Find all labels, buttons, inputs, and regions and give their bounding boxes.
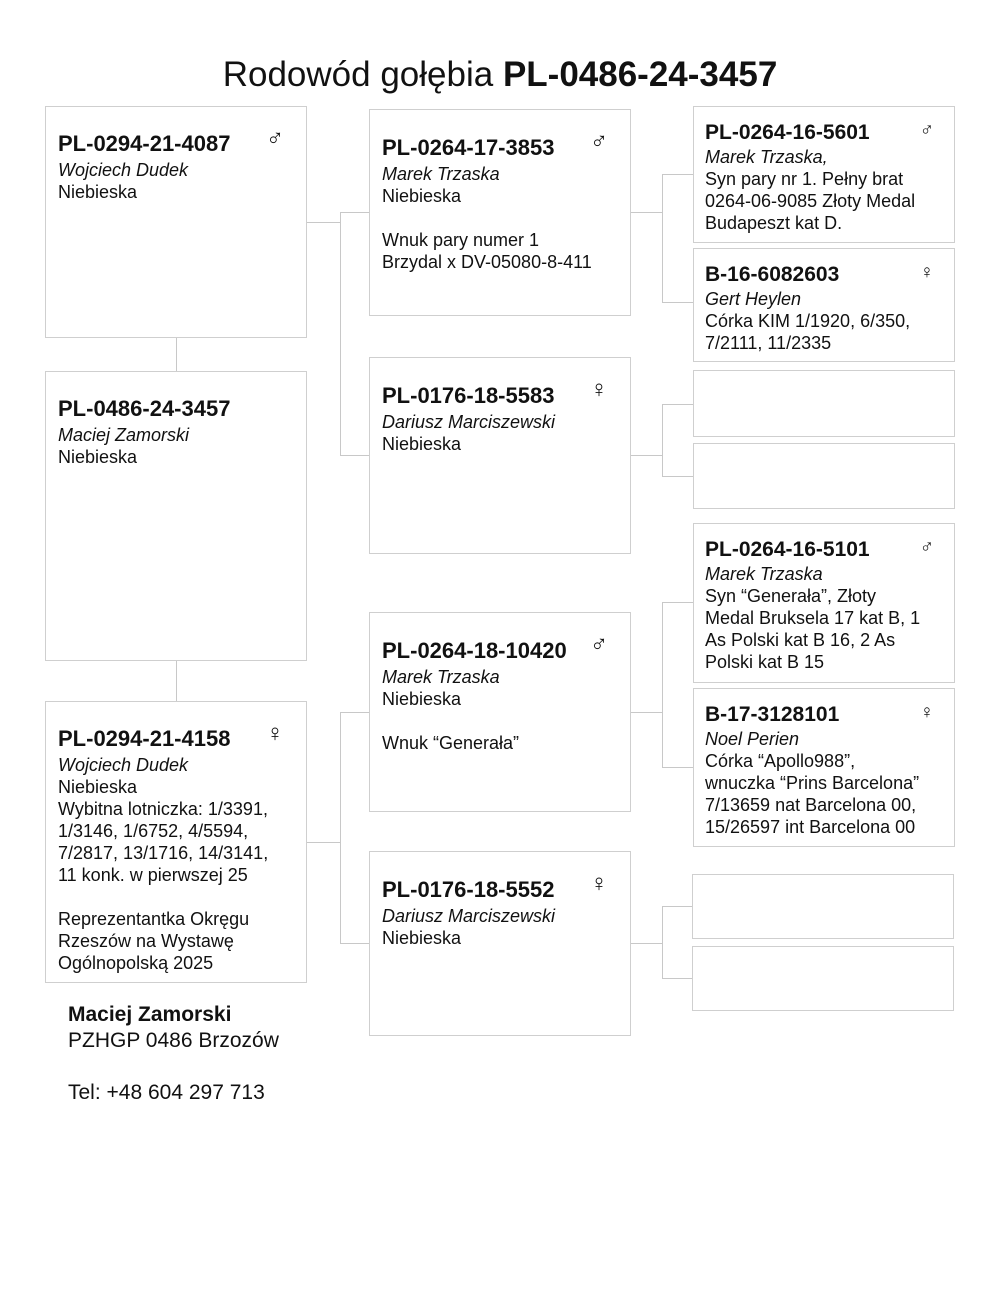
dam-exhibition: Reprezentantka Okręgu Rzeszów na Wystawę Ogólnopolską 2025: [58, 909, 250, 973]
sire-sire-note: Wnuk pary numer 1 Brzydal x DV-05080-8-411: [382, 230, 592, 272]
dam-sire-card: [369, 612, 631, 812]
ss-sire-note: Syn pary nr 1. Pełny brat 0264-06-9085 Złoty Medal Budapeszt kat D.: [705, 169, 916, 233]
breeder-info: [68, 1002, 279, 1106]
connector-line: [340, 212, 341, 456]
ss-sire-ring: PL-0264-16-5601: [705, 121, 870, 144]
subject-card: [45, 371, 307, 661]
sire-sire-owner: Marek Trzaska: [382, 164, 500, 184]
connector-line: [662, 978, 693, 979]
ds-dam-card: [693, 688, 955, 847]
connector-line: [176, 660, 177, 701]
dam-ring: PL-0294-21-4158: [58, 726, 231, 751]
dam-sire-owner: Marek Trzaska: [382, 667, 500, 687]
connector-line: [662, 302, 693, 303]
ss-sire-card: [693, 106, 955, 243]
ds-dam-ring: B-17-3128101: [705, 703, 840, 726]
dam-color: Niebieska: [58, 777, 138, 797]
male-symbol-icon: ♂: [919, 120, 934, 141]
ds-dam-owner: Noel Perien: [705, 729, 800, 749]
subject-ring: PL-0486-24-3457: [58, 396, 231, 421]
connector-line: [662, 602, 663, 768]
sire-dam-color: Niebieska: [382, 434, 462, 454]
dam-sire-ring: PL-0264-18-10420: [382, 638, 567, 663]
connector-line: [630, 212, 663, 213]
ds-sire-ring: PL-0264-16-5101: [705, 538, 870, 561]
page-title: [0, 55, 1000, 95]
ds-sire-card: [693, 523, 955, 683]
dam-dam-card: [369, 851, 631, 1036]
sire-sire-ring: PL-0264-17-3853: [382, 135, 555, 160]
dam-sire-color: Niebieska: [382, 689, 462, 709]
sd-sire-card-empty: [693, 370, 955, 437]
connector-line: [662, 404, 693, 405]
connector-line: [662, 476, 693, 477]
title-ring: PL-0486-24-3457: [502, 55, 778, 94]
connector-line: [662, 174, 693, 175]
dd-sire-card-empty: [692, 874, 954, 939]
sire-dam-ring: PL-0176-18-5583: [382, 383, 555, 408]
breeder-name: Maciej Zamorski: [68, 1003, 232, 1026]
connector-line: [306, 842, 340, 843]
sire-ring: PL-0294-21-4087: [58, 131, 231, 156]
ss-dam-ring: B-16-6082603: [705, 263, 840, 286]
connector-line: [630, 712, 663, 713]
breeder-phone: Tel: +48 604 297 713: [68, 1081, 265, 1104]
subject-color: Niebieska: [58, 447, 138, 467]
connector-line: [340, 712, 370, 713]
connector-line: [630, 943, 663, 944]
connector-line: [662, 174, 663, 303]
ds-sire-note: Syn “Generała”, Złoty Medal Bruksela 17 kat B, 1 As Polski kat B 16, 2 As Polski kat B 15: [705, 586, 921, 672]
female-symbol-icon: ♀: [590, 376, 608, 403]
ss-sire-owner: Marek Trzaska,: [705, 147, 828, 167]
male-symbol-icon: ♂: [590, 128, 608, 155]
sire-dam-owner: Dariusz Marciszewski: [382, 412, 556, 432]
connector-line: [662, 906, 693, 907]
ds-sire-owner: Marek Trzaska: [705, 564, 823, 584]
dam-dam-color: Niebieska: [382, 928, 462, 948]
connector-line: [662, 906, 663, 979]
breeder-club: PZHGP 0486 Brzozów: [68, 1029, 279, 1052]
dd-dam-card-empty: [692, 946, 954, 1011]
connector-line: [176, 337, 177, 371]
ss-dam-card: [693, 248, 955, 362]
female-symbol-icon: ♀: [919, 702, 934, 723]
male-symbol-icon: ♂: [919, 537, 934, 558]
connector-line: [340, 212, 370, 213]
sire-dam-card: [369, 357, 631, 554]
connector-line: [340, 943, 370, 944]
connector-line: [662, 602, 693, 603]
sire-sire-color: Niebieska: [382, 186, 462, 206]
subject-owner: Maciej Zamorski: [58, 425, 190, 445]
male-symbol-icon: ♂: [266, 125, 284, 152]
connector-line: [306, 222, 340, 223]
dam-dam-ring: PL-0176-18-5552: [382, 877, 555, 902]
dam-achievements: Wybitna lotniczka: 1/3391, 1/3146, 1/6752, 4/5594, 7/2817, 13/1716, 14/3141, 11 konk. w pierwszej 25: [58, 799, 269, 885]
connector-line: [662, 404, 663, 477]
ss-dam-note: Córka KIM 1/1920, 6/350, 7/2111, 11/2335: [705, 311, 911, 353]
sire-color: Niebieska: [58, 182, 138, 202]
female-symbol-icon: ♀: [919, 262, 934, 283]
female-symbol-icon: ♀: [590, 870, 608, 897]
connector-line: [340, 455, 370, 456]
female-symbol-icon: ♀: [266, 720, 284, 747]
dam-owner: Wojciech Dudek: [58, 755, 189, 775]
dam-card: [45, 701, 307, 983]
ds-dam-note: Córka “Apollo988”, wnuczka “Prins Barcelona” 7/13659 nat Barcelona 00, 15/26597 int Barcelona 00: [705, 751, 920, 837]
sire-sire-card: [369, 109, 631, 316]
connector-line: [630, 455, 663, 456]
ss-dam-owner: Gert Heylen: [705, 289, 802, 309]
dam-dam-owner: Dariusz Marciszewski: [382, 906, 556, 926]
sd-dam-card-empty: [693, 443, 955, 509]
sire-card: [45, 106, 307, 338]
connector-line: [662, 767, 693, 768]
connector-line: [340, 712, 341, 944]
sire-owner: Wojciech Dudek: [58, 160, 189, 180]
title-prefix: Rodowód gołębia: [222, 55, 494, 94]
dam-sire-note: Wnuk “Generała”: [382, 733, 520, 753]
male-symbol-icon: ♂: [590, 631, 608, 658]
